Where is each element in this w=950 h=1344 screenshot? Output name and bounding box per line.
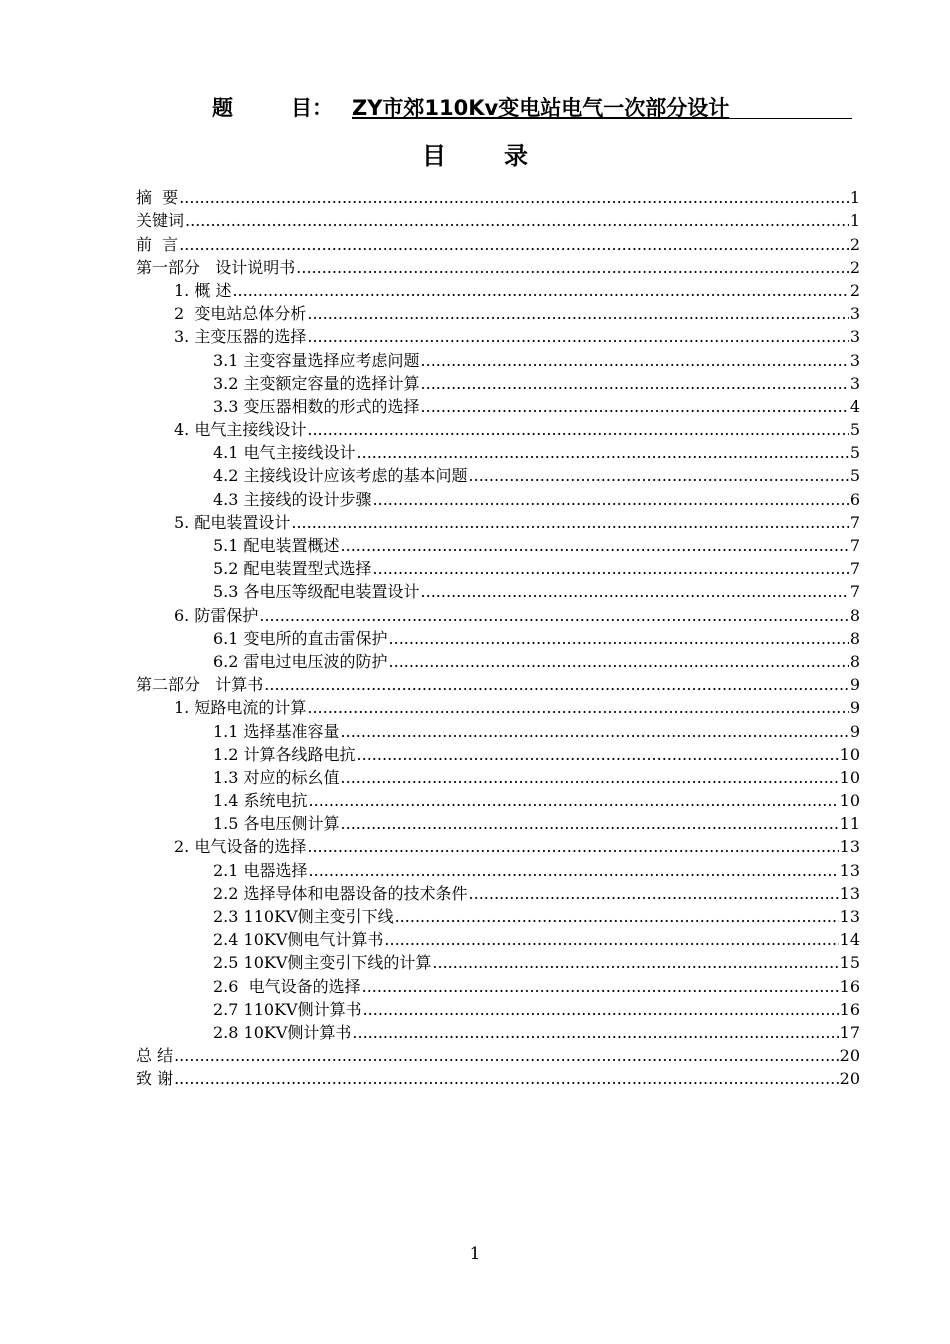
toc-entry-page: 13 — [839, 860, 860, 880]
toc-entry[interactable] — [136, 602, 860, 625]
toc-entry-page: 7 — [849, 559, 860, 579]
toc-entry-label: 总 结 — [136, 1046, 174, 1066]
toc-entry[interactable] — [136, 556, 860, 579]
toc-leader-dots — [307, 837, 838, 857]
toc-leader-dots — [307, 420, 848, 440]
title-text — [352, 92, 852, 119]
toc-entry[interactable] — [136, 301, 860, 324]
toc-entry-page: 10 — [839, 791, 860, 811]
toc-entry-page: 13 — [839, 837, 860, 857]
toc-entry-label: 1. 概 述 — [174, 280, 232, 300]
toc-leader-dots — [421, 374, 849, 394]
toc-entry[interactable] — [136, 231, 860, 254]
toc-leader-dots — [362, 977, 839, 997]
toc-leader-dots — [389, 629, 849, 649]
title-label-first: 题 — [212, 96, 233, 120]
toc-entry-page: 10 — [839, 767, 860, 787]
title-label — [212, 92, 333, 122]
toc-entry[interactable] — [136, 927, 860, 950]
toc-leader-dots — [174, 1069, 839, 1089]
toc-leader-dots — [421, 351, 849, 371]
toc-leader-dots — [373, 559, 849, 579]
toc-entry[interactable] — [136, 881, 860, 904]
toc-entry-page: 2 — [849, 257, 860, 277]
toc-entry[interactable] — [136, 788, 860, 811]
toc-entry-label: 1. 短路电流的计算 — [174, 698, 307, 718]
toc-leader-dots — [307, 304, 848, 324]
toc-leader-dots — [232, 281, 848, 301]
toc-leader-dots — [259, 606, 848, 626]
toc-entry[interactable] — [136, 255, 860, 278]
toc-leader-dots — [432, 953, 838, 973]
toc-leader-dots — [352, 1023, 838, 1043]
toc-leader-dots — [264, 675, 849, 695]
toc-entry-page: 5 — [849, 420, 860, 440]
toc-entry-page: 3 — [849, 350, 860, 370]
toc-entry-label: 2. 电气设备的选择 — [174, 837, 307, 857]
toc-heading — [0, 136, 950, 171]
toc-heading-first: 目 — [422, 142, 446, 170]
toc-entry[interactable] — [136, 185, 860, 208]
toc-entry-label: 1.1 选择基准容量 — [213, 721, 340, 741]
toc-leader-dots — [469, 884, 839, 904]
toc-entry[interactable] — [136, 533, 860, 556]
toc-entry-page: 15 — [839, 953, 860, 973]
toc-entry[interactable] — [136, 347, 860, 370]
toc-entry-page: 3 — [849, 304, 860, 324]
toc-entry-label: 4.1 电气主接线设计 — [213, 443, 356, 463]
toc-entry-page: 3 — [849, 327, 860, 347]
toc-entry[interactable] — [136, 510, 860, 533]
toc-entry-label: 关键词 — [136, 211, 185, 231]
toc-entry[interactable] — [136, 742, 860, 765]
toc-leader-dots — [341, 536, 849, 556]
toc-entry[interactable] — [136, 278, 860, 301]
toc-entry-page: 2 — [849, 280, 860, 300]
toc-entry-label: 2.3 110KV侧主变引下线 — [213, 907, 394, 926]
toc-entry-label: 3.2 主变额定容量的选择计算 — [213, 373, 420, 393]
toc-entry[interactable] — [136, 417, 860, 440]
toc-leader-dots — [421, 397, 849, 417]
toc-entry[interactable] — [136, 486, 860, 509]
toc-entry-label: 1.5 各电压侧计算 — [213, 814, 340, 834]
table-of-contents — [136, 185, 860, 1089]
toc-entry[interactable] — [136, 834, 860, 857]
toc-leader-dots — [179, 235, 849, 255]
toc-entry[interactable] — [136, 371, 860, 394]
toc-entry[interactable] — [136, 324, 860, 347]
toc-entry-label: 2 变电站总体分析 — [174, 304, 307, 324]
toc-heading-second: 录 — [504, 142, 528, 170]
toc-leader-dots — [357, 745, 839, 765]
toc-entry-page: 7 — [849, 512, 860, 532]
toc-entry[interactable] — [136, 1043, 860, 1066]
toc-entry-label: 2.5 10KV侧主变引下线的计算 — [213, 953, 432, 973]
toc-entry[interactable] — [136, 672, 860, 695]
toc-entry-page: 9 — [849, 721, 860, 741]
toc-leader-dots — [389, 652, 849, 672]
toc-entry[interactable] — [136, 857, 860, 880]
toc-entry-label: 1.3 对应的标幺值 — [213, 767, 340, 787]
toc-leader-dots — [309, 861, 839, 881]
toc-entry-label: 第二部分 计算书 — [136, 675, 264, 695]
toc-entry[interactable] — [136, 695, 860, 718]
toc-entry[interactable] — [136, 463, 860, 486]
toc-leader-dots — [309, 791, 839, 811]
toc-entry-label: 1.4 系统电抗 — [213, 791, 308, 811]
toc-leader-dots — [421, 582, 849, 602]
toc-leader-dots — [341, 814, 839, 834]
toc-entry-label: 3.3 变压器相数的形式的选择 — [213, 396, 420, 416]
toc-entry-page: 10 — [839, 744, 860, 764]
toc-entry[interactable] — [136, 718, 860, 741]
toc-entry[interactable] — [136, 649, 860, 672]
page-number: 1 — [469, 1244, 481, 1264]
toc-entry-label: 2.2 选择导体和电器设备的技术条件 — [213, 883, 468, 903]
toc-leader-dots — [307, 698, 848, 718]
toc-leader-dots — [291, 513, 848, 533]
toc-entry-label: 摘 要 — [136, 188, 179, 208]
toc-entry-label: 3.1 主变容量选择应考虑问题 — [213, 350, 420, 370]
toc-entry-page: 5 — [849, 443, 860, 463]
toc-entry-label: 致 谢 — [136, 1069, 174, 1089]
toc-entry[interactable] — [136, 1020, 860, 1043]
toc-leader-dots — [395, 907, 839, 927]
toc-entry-page: 13 — [839, 883, 860, 903]
toc-entry-page: 4 — [849, 396, 860, 416]
toc-entry-label: 5.1 配电装置概述 — [213, 536, 340, 555]
toc-entry-label: 6.1 变电所的直击雷保护 — [213, 628, 388, 648]
toc-entry-label: 2.1 电器选择 — [213, 860, 308, 880]
toc-entry-label: 2.4 10KV侧电气计算书 — [213, 930, 384, 950]
toc-entry-page: 5 — [849, 466, 860, 486]
toc-leader-dots — [373, 490, 849, 510]
toc-leader-dots — [185, 211, 849, 231]
toc-entry[interactable] — [136, 973, 860, 996]
toc-entry-page: 6 — [849, 489, 860, 509]
toc-entry-label: 前 言 — [136, 234, 179, 254]
toc-entry-page: 7 — [849, 536, 860, 555]
toc-entry[interactable] — [136, 208, 860, 231]
toc-leader-dots — [307, 327, 848, 347]
toc-entry-page: 3 — [849, 373, 860, 393]
toc-entry-label: 2.7 110KV侧计算书 — [213, 999, 362, 1019]
toc-entry-page: 13 — [839, 907, 860, 926]
toc-leader-dots — [384, 930, 838, 950]
toc-entry-page: 20 — [839, 1069, 860, 1089]
toc-entry-page: 17 — [839, 1022, 860, 1042]
toc-entry-page: 2 — [849, 234, 860, 254]
toc-entry-label: 6. 防雷保护 — [174, 605, 259, 625]
toc-entry-label: 2.6 电气设备的选择 — [213, 976, 361, 996]
toc-entry-label: 1.2 计算各线路电抗 — [213, 744, 356, 764]
toc-entry-label: 5. 配电装置设计 — [174, 512, 291, 532]
toc-entry-label: 3. 主变压器的选择 — [174, 327, 307, 347]
toc-entry-page: 1 — [849, 188, 860, 208]
toc-entry[interactable] — [136, 579, 860, 602]
toc-entry[interactable] — [136, 997, 860, 1020]
toc-entry-label: 6.2 雷电过电压波的防护 — [213, 651, 388, 671]
toc-entry-label: 4. 电气主接线设计 — [174, 420, 307, 440]
toc-entry-label: 第一部分 设计说明书 — [136, 257, 296, 277]
toc-entry-page: 9 — [849, 675, 860, 695]
toc-entry-page: 1 — [849, 211, 860, 231]
toc-entry[interactable] — [136, 765, 860, 788]
toc-entry-page: 20 — [839, 1046, 860, 1066]
document-title — [212, 92, 852, 122]
toc-leader-dots — [363, 1000, 839, 1020]
toc-entry[interactable] — [136, 1066, 860, 1089]
toc-entry-page: 16 — [839, 976, 860, 996]
toc-entry-label: 2.8 10KV侧计算书 — [213, 1022, 352, 1042]
toc-leader-dots — [174, 1046, 839, 1066]
toc-entry[interactable] — [136, 950, 860, 973]
toc-entry-page: 8 — [849, 628, 860, 648]
toc-leader-dots — [179, 188, 849, 208]
toc-leader-dots — [469, 466, 849, 486]
toc-entry-label: 4.2 主接线设计应该考虑的基本问题 — [213, 466, 468, 486]
toc-leader-dots — [357, 443, 849, 463]
toc-entry[interactable] — [136, 811, 860, 834]
toc-entry-label: 4.3 主接线的设计步骤 — [213, 489, 372, 509]
toc-entry[interactable] — [136, 440, 860, 463]
title-text-value: ZY市郊110Kv变电站电气一次部分设计 — [352, 96, 730, 120]
toc-entry-label: 5.2 配电装置型式选择 — [213, 559, 372, 579]
toc-entry-page: 8 — [849, 605, 860, 625]
toc-leader-dots — [341, 768, 839, 788]
toc-entry-label: 5.3 各电压等级配电装置设计 — [213, 582, 420, 602]
toc-entry-page: 7 — [849, 582, 860, 602]
toc-leader-dots — [296, 258, 849, 278]
toc-leader-dots — [341, 722, 849, 742]
title-label-second: 目： — [291, 96, 333, 120]
toc-entry-page: 14 — [839, 930, 860, 950]
toc-entry[interactable] — [136, 394, 860, 417]
toc-entry-page: 11 — [839, 814, 860, 834]
toc-entry-page: 8 — [849, 651, 860, 671]
toc-entry-page: 16 — [839, 999, 860, 1019]
toc-entry[interactable] — [136, 904, 860, 927]
toc-entry-page: 9 — [849, 698, 860, 718]
toc-entry[interactable] — [136, 626, 860, 649]
